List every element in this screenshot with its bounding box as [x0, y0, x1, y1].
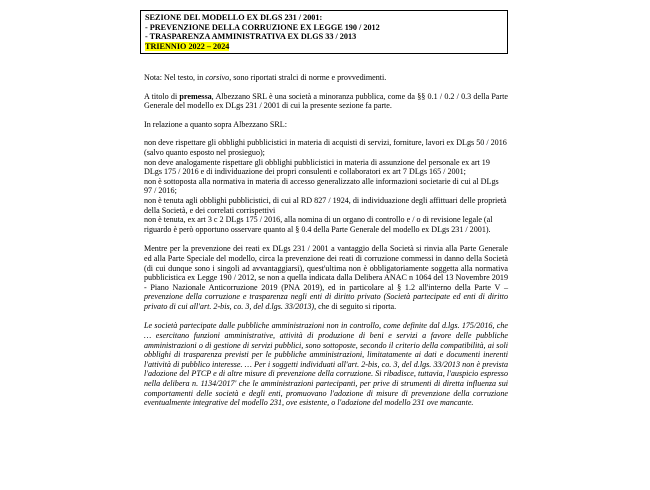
list-item: non deve rispettare gli obblighi pubblicistici in materia di acquisti di servizi, forniture, lavori ex DLgs 50 / 2016 (salvo quanto esposto nel prosieguo); — [144, 138, 507, 157]
list-item: non è sottoposta alla normativa in materia di accesso generalizzato alle informazioni societarie di cui al DLgs 97 / 2016; — [144, 176, 499, 196]
header-transparency-line: - TRASPARENZA AMMINISTRATIVA EX DLGS 33 / 2013 — [145, 32, 357, 42]
section-header-box — [140, 10, 508, 54]
prevention-italic-title: prevenzione della corruzione e trasparenza negli enti di diritto privato (Società partecipate ed enti di diritto privato di cui all'art. 2-bis, co. 3, del d.lgs. 33/2013) — [144, 292, 508, 311]
document-body — [144, 73, 508, 408]
quoted-regulation: Le società partecipate dalle pubbliche amministrazioni non in controllo, come definite dal d.lgs. 175/2016, che … esercitano funzioni amministrative, attività di produzione di beni e servizi a favore delle pubbliche amministrazioni o di gestione di servizi pubblici, sono sottoposte, secondo il criterio della compatibilità, ai soli obblighi di trasparenza previsti per le pubbliche amministrazioni, limitatamente ai dati e documenti inerenti l'attività di pubblico interesse. … Per i soggetti individuati all'art. 2-bis, co. 3, del d.lgs. 33/2013 non è prevista l'adozione del PTCP e di altre misure di prevenzione della corruzione. Si ribadisce, tuttavia, l'auspicio espresso nella delibera n. 1134/2017' che le amministrazioni partecipanti, per prive di strumenti di diretta influenza sui comportamenti delle società e degli enti, promuovano l'adozione di misure di prevenzione della corruzione eventualmente integrative del modello 231, ove esistente, o l'adozione del modello 231 ove mancante. — [144, 321, 508, 408]
note-paragraph: Nota: Nel testo, in corsivo, sono riportati stralci di norme e provvedimenti. — [144, 73, 387, 82]
premise-paragraph: A titolo di premessa, Albezzano SRL è una società a minoranza pubblica, come da §§ 0.1 / 0.2 / 0.3 della Parte Generale del modello ex DLgs 231 / 2001 di cui la presente sezione fa parte. — [144, 91, 508, 111]
header-title-line: SEZIONE DEL MODELLO EX DLGS 231 / 2001: — [145, 13, 323, 22]
list-item: non è tenuta, ex art 3 c 2 DLgs 175 / 2016, alla nomina di un organo di controllo e / o di revisione legale (al riguardo è però opportuno osservare quanto al § 0.4 della Parte Generale del modello ex DLgs 231 / 2001). — [144, 215, 493, 234]
premise-bold-word: premessa — [179, 91, 212, 101]
relation-paragraph: In relazione a quanto sopra Albezzano SRL: — [144, 119, 287, 129]
list-item: non è tenuta agli obblighi pubblicistici, di cui al RD 827 / 1924, di individuazione degli affittuari delle proprietà della Società, e dei correlati corrispettivi — [144, 195, 507, 215]
header-corruption-line: - PREVENZIONE DELLA CORRUZIONE EX LEGGE 190 / 2012 — [145, 22, 380, 32]
note-italic-word: corsivo — [205, 73, 230, 82]
header-triennium-line — [145, 42, 503, 52]
triennium-highlight: TRIENNIO 2022 – 2024 — [145, 41, 230, 51]
prevention-paragraph: Mentre per la prevenzione dei reati ex DLgs 231 / 2001 a vantaggio della Società si rinvia alla Parte Generale ed alla Parte Speciale del modello, circa la prevenzione dei reati di corruzione commessi in danno della Società (di cui dunque sono i singoli ad avvantaggiarsi), quest'ultima non è obbligatoriamente soggetta alla normativa pubblicistica ex Legge 190 / 2012, se non a quella indicata dalla Delibera ANAC n 1064 del 13 Novembre 2019 - Piano Nazionale Anticorruzione 2019 (PNA 2019), ed in particolare al § 1.2 all'interno della Parte V – prevenzione della corruzione e trasparenza negli enti di diritto privato (Società partecipate ed enti di diritto privato di cui all'art. 2-bis, co. 3, del d.lgs. 33/2013), che di seguito si riporta. — [144, 244, 508, 311]
list-item: non deve analogamente rispettare gli obblighi pubblicistici in materia di assunzione del personale ex art 19 DLgs 175 / 2016 e di individuazione dei propri consulenti e collaboratori ex art 7 DLgs 165 / 2001; — [144, 157, 490, 177]
